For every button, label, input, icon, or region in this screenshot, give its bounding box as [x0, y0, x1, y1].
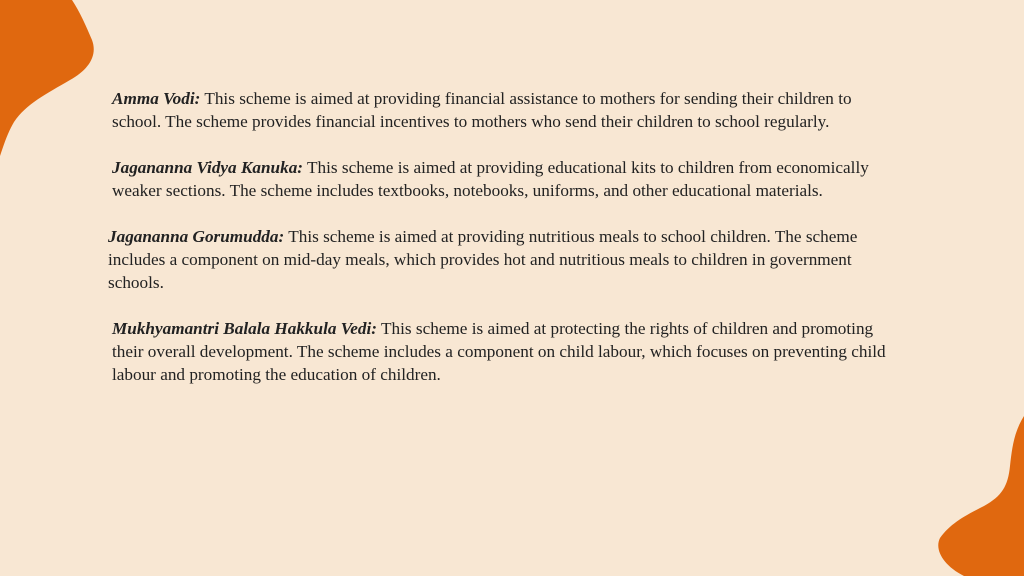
scheme-description: This scheme is aimed at providing educational kits to children from economically weaker sections. The scheme includes textbooks, notebooks, uniforms, and other educational materials.	[112, 158, 869, 200]
scheme-jagananna-vidya-kanuka	[108, 156, 898, 202]
scheme-amma-vodi	[108, 87, 898, 133]
scheme-name: Mukhyamantri Balala Hakkula Vedi:	[112, 319, 378, 338]
scheme-description: This scheme is aimed at providing financial assistance to mothers for sending their children to school. The scheme provides financial incentives to mothers who send their children to school regularly.	[112, 89, 852, 131]
scheme-description: This scheme is aimed at providing nutritious meals to school children. The scheme includes a component on mid-day meals, which provides hot and nutritious meals to children in government schools.	[108, 227, 858, 292]
scheme-name: Jagananna Gorumudda:	[108, 227, 285, 246]
scheme-jagananna-gorumudda	[108, 225, 898, 294]
decorative-blob-top-left	[0, 0, 110, 160]
scheme-mukhyamantri-balala-hakkula-vedi	[108, 317, 898, 386]
scheme-description: This scheme is aimed at protecting the rights of children and promoting their overall development. The scheme includes a component on child labour, which focuses on preventing child labour and promoting the education of children.	[112, 319, 886, 384]
scheme-list	[108, 87, 898, 409]
scheme-name: Amma Vodi:	[112, 89, 201, 108]
scheme-name: Jagananna Vidya Kanuka:	[112, 158, 304, 177]
decorative-blob-bottom-right	[924, 416, 1024, 576]
